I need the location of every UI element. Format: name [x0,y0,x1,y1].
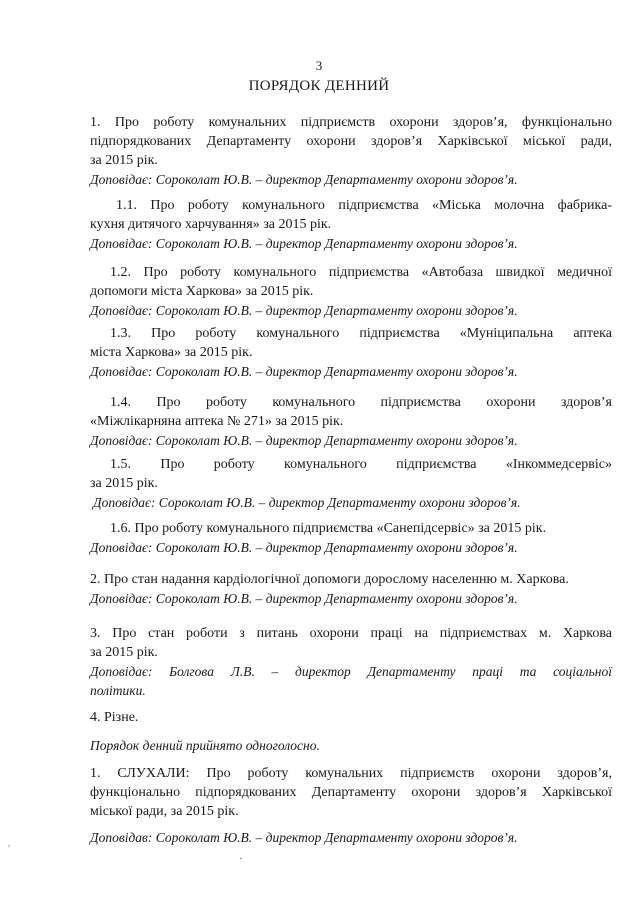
speaker-line: Доповідає: Сороколат Ю.В. – директор Департаменту охорони здоров’я. [93,495,521,510]
agenda-item-1 [90,113,612,189]
item-text-line: за 2015 рік. [90,476,158,491]
item-text-line: кухня дитячого харчування» за 2015 рік. [90,217,332,232]
page-title: ПОРЯДОК ДЕННИЙ [248,78,390,94]
agenda-item-1-4 [90,393,612,450]
item-text-line: 1.6. Про роботу комунального підприємства «Санепідсервіс» за 2015 рік. [110,521,547,536]
heard-section [90,764,612,821]
item-text-line: 1.2. Про роботу комунального підприємства «Автобаза швидкої медичної [110,265,612,280]
item-text-line: 1.5. Про роботу комунального підприємства «Інкоммедсервіс» [110,457,612,472]
speaker-line: Доповідає: Сороколат Ю.В. – директор Департаменту охорони здоров’я. [90,172,518,187]
agenda-note [90,736,612,755]
item-text-line: за 2015 рік. [90,645,158,660]
heard-speaker [90,828,612,847]
item-text-line: 1.4. Про роботу комунального підприємства охорони здоров’я [110,395,612,410]
scan-dot [240,858,242,859]
item-text-line: 1. Про роботу комунальних підприємств охорони здоров’я, функціонально [90,115,612,130]
heard-text-line: 1. СЛУХАЛИ: Про роботу комунальних підприємств охорони здоров’я, [90,766,612,781]
item-text-line: за 2015 рік. [90,153,158,168]
item-text-line: 1.1. Про роботу комунального підприємства «Міська молочна фабрика- [116,198,612,213]
agenda-item-1-3 [90,324,612,381]
agenda-item-3 [90,624,612,700]
item-text-line: міста Харкова» за 2015 рік. [90,345,253,360]
heard-text-line: функціонально підпорядкованих Департаменту охорони здоров’я Харківської [90,785,612,800]
speaker-line: Доповідав: Сороколат Ю.В. – директор Департаменту охорони здоров’я. [90,830,518,845]
agenda-item-1-5 [90,455,612,512]
speaker-line: Доповідає: Сороколат Ю.В. – директор Департаменту охорони здоров’я. [90,433,518,448]
item-text-line: 4. Різне. [90,710,139,725]
item-text-line: 1.3. Про роботу комунального підприємства «Муніципальна аптека [110,326,612,341]
speaker-line: Доповідає: Сороколат Ю.В. – директор Департаменту охорони здоров’я. [90,591,518,606]
item-text-line: допомоги міста Харкова» за 2015 рік. [90,284,314,299]
agenda-item-1-2 [90,263,612,320]
heard-text-line: міської ради, за 2015 рік. [90,804,239,819]
speaker-line: Доповідає: Сороколат Ю.В. – директор Департаменту охорони здоров’я. [90,236,518,251]
speaker-line: політики. [90,683,146,698]
agenda-item-1-1 [90,196,612,253]
speaker-line: Доповідає: Сороколат Ю.В. – директор Департаменту охорони здоров’я. [90,303,518,318]
item-text-line: підпорядкованих Департаменту охорони здоров’я Харківської міської ради, [90,134,612,149]
item-text-line: 2. Про стан надання кардіологічної допомоги дорослому населенню м. Харкова. [90,572,569,587]
speaker-line: Доповідає: Сороколат Ю.В. – директор Департаменту охорони здоров’я. [90,364,518,379]
item-text-line: 3. Про стан роботи з питань охорони праці на підприємствах м. Харкова [90,626,612,641]
scan-mark: , [8,838,11,848]
agenda-note-text: Порядок денний прийнято одноголосно. [90,738,320,753]
agenda-item-1-6 [90,519,612,557]
agenda-item-4 [90,708,612,727]
agenda-item-2 [90,570,612,608]
page-number: 3 [315,58,323,73]
speaker-line: Доповідає: Болгова Л.В. – директор Департаменту праці та соціальної [90,664,612,679]
speaker-line: Доповідає: Сороколат Ю.В. – директор Департаменту охорони здоров’я. [90,540,518,555]
item-text-line: «Міжлікарняна аптека № 271» за 2015 рік. [90,414,344,429]
